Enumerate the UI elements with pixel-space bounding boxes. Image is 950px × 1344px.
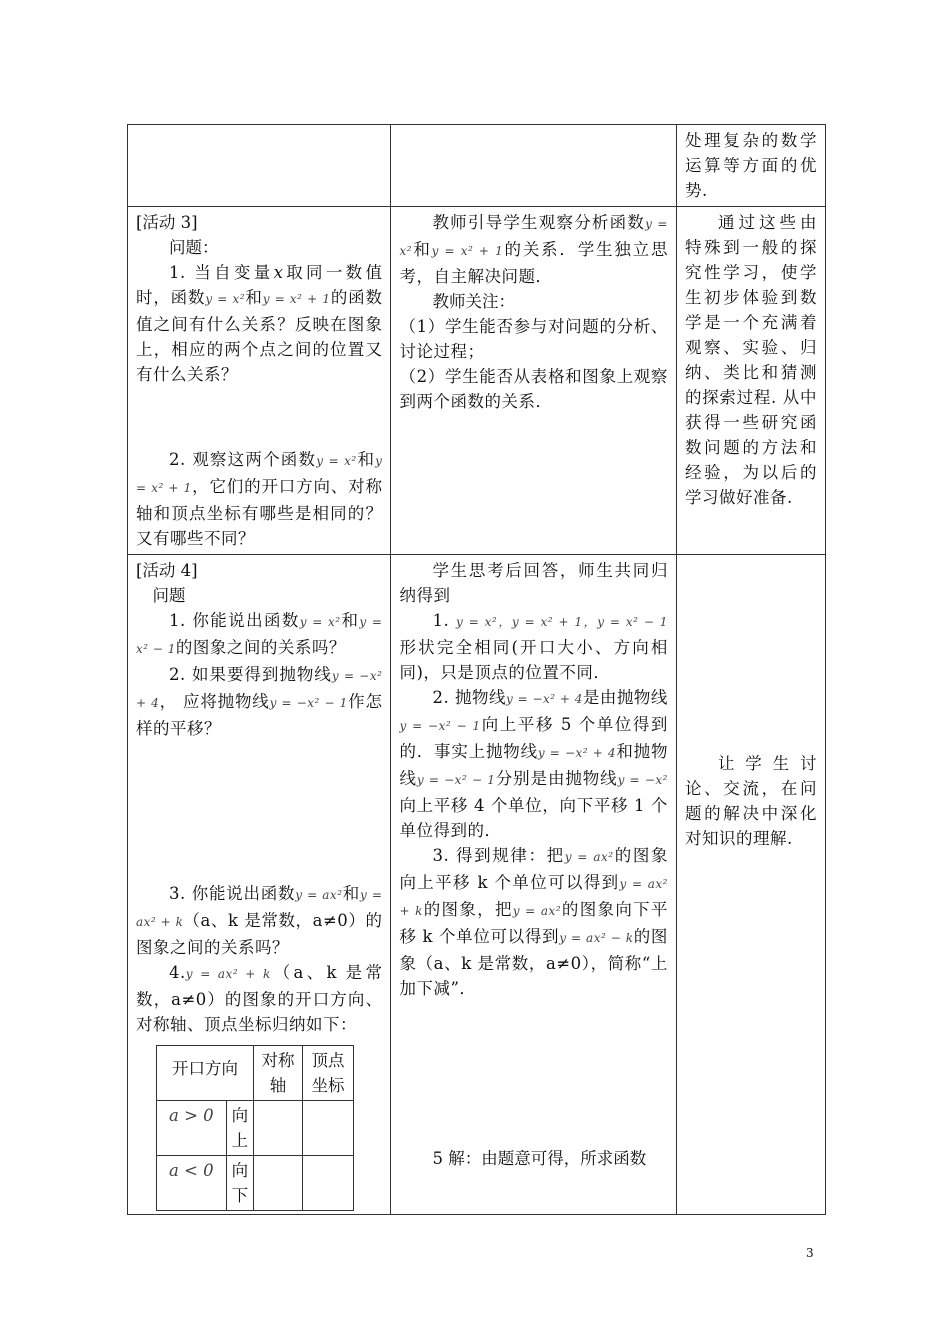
purpose-text: 通过这些由特殊到一般的探究性学习，使学生初步体验到数学是一个充满着观察、实验、归纳、类比和猜测的探索过程. 从中获得一些研究函数问题的方法和经验，为以后的学习做好准备. [684, 213, 817, 507]
question-1: 1. 你能说出函数y = x²和y = x² − 1的图象之间的关系吗？ [136, 611, 383, 657]
empty-cell [254, 1156, 303, 1211]
lesson-plan-table [127, 124, 826, 1215]
cell-activity3-questions [128, 207, 391, 555]
formula: y = x² [205, 292, 246, 306]
cell-activity3-teacher [391, 207, 676, 555]
purpose-text: 让学生讨论、交流，在问题的解决中深化对知识的理解. [684, 754, 817, 848]
formula: y = ax² + k [185, 967, 271, 981]
table-row-activity4 [128, 555, 826, 1215]
formula: y = −x² + 4 [537, 746, 617, 760]
question-heading: 问题 [152, 586, 186, 605]
header-vertex: 顶点坐标 [303, 1046, 354, 1101]
focus-item-1: （1）学生能否参与对问题的分析、讨论过程； [399, 317, 668, 361]
teacher-guidance: 教师引导学生观察分析函数y = x²和y = x² + 1的关系．学生独立思考，自主解决问题． [399, 213, 668, 286]
direction-cell: 向下 [226, 1156, 253, 1211]
condition-cell: a < 0 [157, 1156, 227, 1211]
formula: y = x² [399, 217, 668, 258]
answer-3: 3. 得到规律：把y = ax²的图象向上平移 k 个单位可以得到y = ax² + k的图象，把y = ax²的图象向下平移 k 个单位可以得到y = ax² − k的图象（a、k 是常数，a≠0），简称“上加下减”． [399, 846, 668, 998]
table-row [157, 1046, 354, 1101]
formula: y = −x² + 4 [505, 692, 583, 706]
formula: y = ax² [564, 850, 614, 864]
table-row [157, 1156, 354, 1211]
formula: y = ax² + k [136, 888, 383, 929]
formula: y = ax² [512, 904, 562, 918]
formula: y = −x² − 1 [269, 696, 348, 710]
cell-activity4-purpose [676, 555, 825, 1215]
empty-cell [303, 1101, 354, 1156]
formula: y = −x² + 4 [136, 669, 383, 710]
summary-table [156, 1045, 354, 1211]
table-row-activity3 [128, 207, 826, 555]
formula: y = −x² − 1 [416, 773, 496, 787]
question-3: 3. 你能说出函数y = ax²和y = ax² + k（a、k 是常数，a≠0）的图象之间的关系吗？ [136, 884, 383, 957]
direction-cell: 向上 [226, 1101, 253, 1156]
answer-intro: 学生思考后回答，师生共同归纳得到 [399, 561, 668, 605]
formula: y = x² + 1 [262, 292, 331, 306]
question-4: 4.y = ax² + k（a、k 是常数，a≠0）的图象的开口方向、对称轴、顶点坐标归纳如下： [136, 963, 383, 1034]
formula: y = x² + 1 [431, 244, 504, 258]
formula: y = ax² [295, 888, 343, 902]
answer-1: 1. y = x²，y = x² + 1，y = x² − 1形状完全相同(开口大小、方向相同)，只是顶点的位置不同． [399, 611, 668, 682]
focus-heading: 教师关注： [432, 292, 515, 311]
table-row [157, 1101, 354, 1156]
answer-5: 5 解：由题意可得，所求函数 [432, 1149, 647, 1168]
formula: y = ax² + k [399, 877, 668, 918]
question-heading: 问题： [169, 238, 219, 257]
formula: y = x² [316, 454, 357, 468]
purpose-text: 处理复杂的数学运算等方面的优势. [684, 131, 817, 200]
empty-cell [303, 1156, 354, 1211]
focus-item-2: （2）学生能否从表格和图象上观察到两个函数的关系． [399, 367, 668, 411]
cell-empty [128, 125, 391, 207]
header-axis: 对称轴 [254, 1046, 303, 1101]
formula: y = −x² − 1 [399, 719, 481, 733]
page-number: 3 [806, 1246, 814, 1260]
table-row [128, 125, 826, 207]
cell-purpose [676, 125, 825, 207]
question-2: 2. 如果要得到抛物线y = −x² + 4， 应将抛物线y = −x² − 1作怎样的平移？ [136, 665, 383, 738]
header-direction: 开口方向 [157, 1046, 254, 1101]
formula: y = x² − 1 [136, 615, 383, 656]
formula: y = ax² − k [559, 931, 634, 945]
question-2: 2. 观察这两个函数y = x²和y = x² + 1，它们的开口方向、对称轴和顶点坐标有哪些是相同的？又有哪些不同？ [136, 450, 383, 548]
formula: y = x² + 1 [136, 454, 383, 495]
formula: y = x²，y = x² + 1，y = x² − 1 [456, 615, 668, 629]
cell-empty [391, 125, 676, 207]
formula: y = x² [299, 615, 341, 629]
formula: y = −x² [617, 773, 668, 787]
condition-cell: a > 0 [157, 1101, 227, 1156]
empty-cell [254, 1101, 303, 1156]
activity-title: [活动 4] [136, 561, 198, 580]
activity-title: [活动 3] [136, 213, 198, 232]
cell-activity3-purpose [676, 207, 825, 555]
answer-2: 2. 抛物线y = −x² + 4是由抛物线y = −x² − 1向上平移 5 个单位得到的．事实上抛物线y = −x² + 4和抛物线y = −x² − 1分别是由抛物线y = −x²向上平移 4 个单位，向下平移 1 个单位得到的． [399, 688, 668, 840]
question-1: 1. 当自变量x取同一数值时，函数y = x²和y = x² + 1的函数值之间有什么关系？反映在图象上，相应的两个点之间的位置又有什么关系？ [136, 263, 383, 384]
cell-activity4-questions [128, 555, 391, 1215]
cell-activity4-answers [391, 555, 676, 1215]
